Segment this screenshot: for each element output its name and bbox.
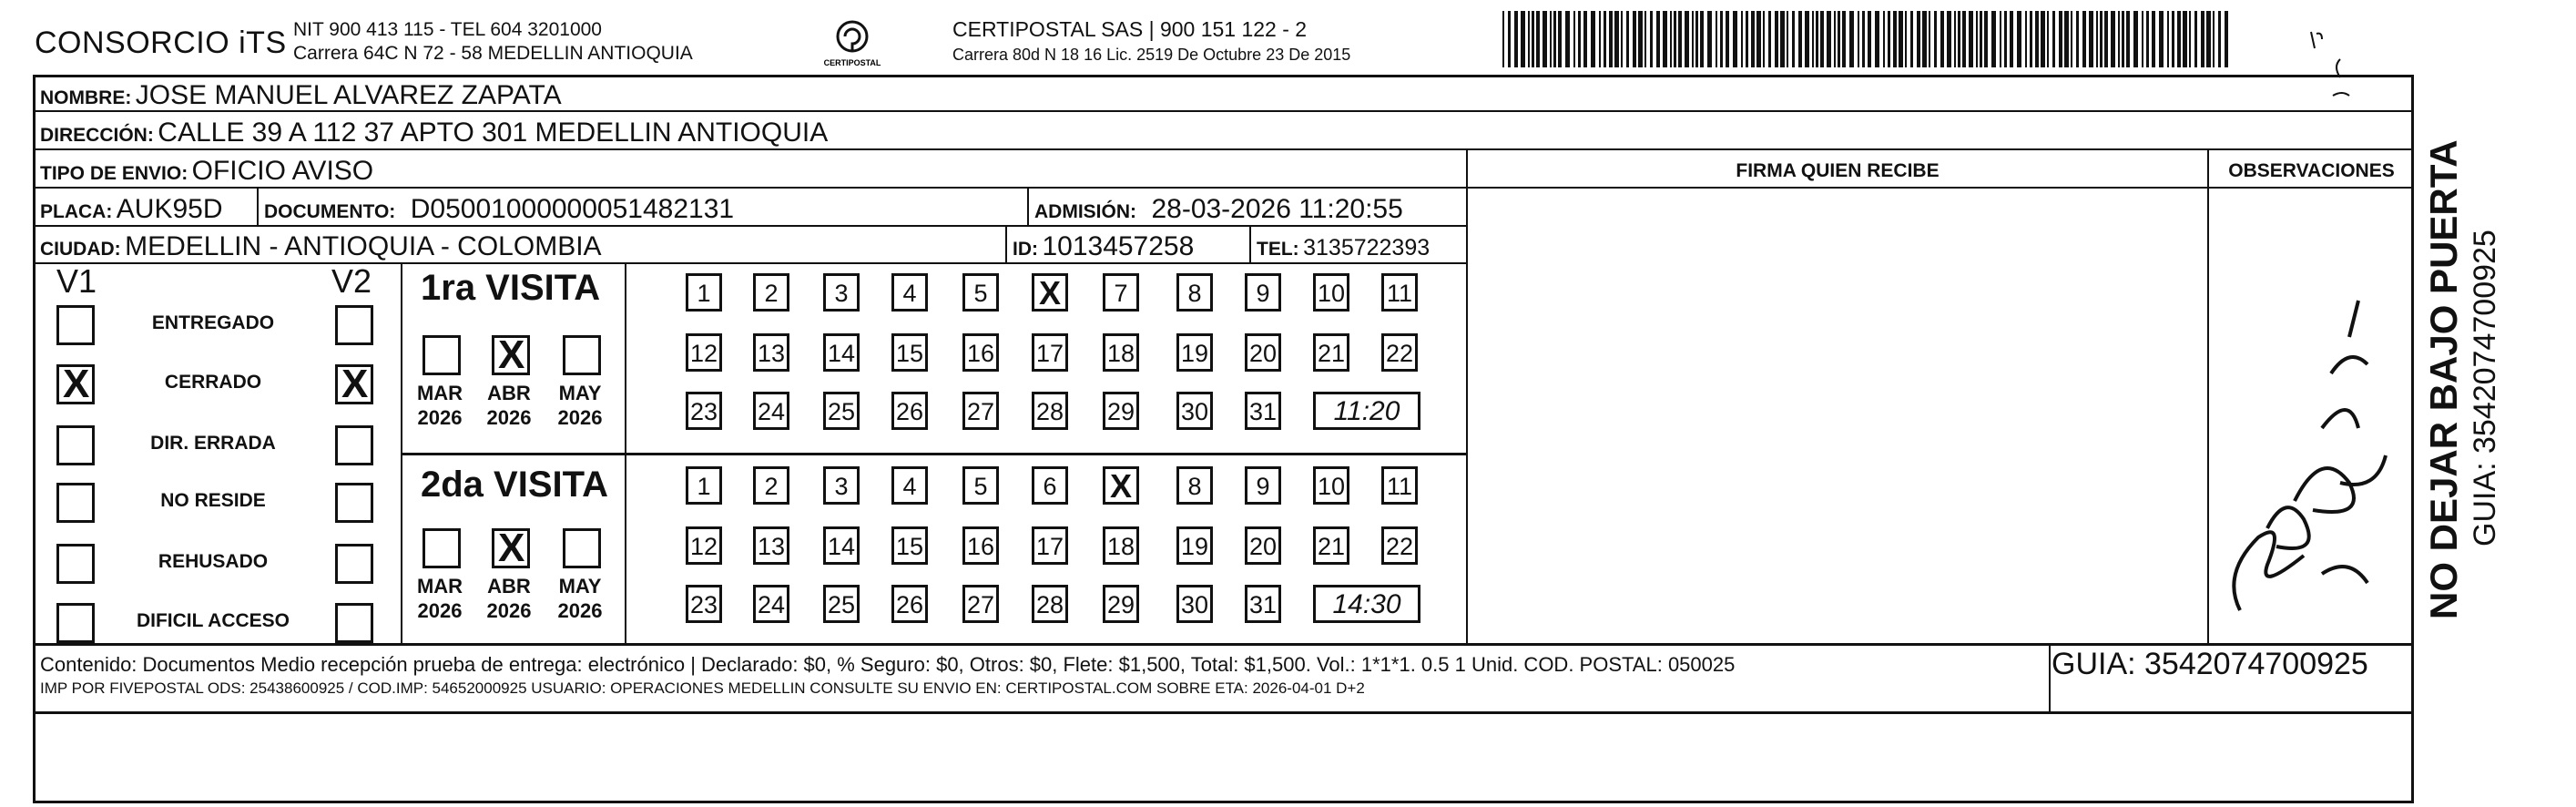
v1-checkbox[interactable] — [56, 425, 95, 465]
barcode-bar — [1858, 11, 1859, 67]
tel-value: 3135722393 — [1303, 235, 1431, 260]
barcode-bar — [1834, 11, 1836, 67]
first-visit-day-box[interactable]: 22 — [1381, 333, 1418, 372]
second-visit-day-box[interactable]: 5 — [962, 466, 999, 505]
barcode-bar — [1692, 11, 1694, 67]
barcode-bar — [1741, 11, 1743, 67]
second-visit-day-box[interactable]: 4 — [891, 466, 928, 505]
first-visit-day-box[interactable]: 7 — [1103, 273, 1139, 312]
barcode-bar — [1532, 11, 1534, 67]
first-visit-day-box[interactable]: 28 — [1032, 392, 1068, 430]
second-visit-day-box[interactable]: 31 — [1245, 585, 1281, 623]
first-visit-day-box[interactable]: 16 — [962, 333, 999, 372]
barcode-bar — [1621, 11, 1623, 67]
first-visit-day-box[interactable]: 27 — [962, 392, 999, 430]
barcode-bar — [1842, 11, 1846, 67]
barcode-bar — [2096, 11, 2098, 67]
barcode-bar — [2172, 11, 2174, 67]
barcode — [1502, 11, 2238, 67]
first-visit-day-box[interactable]: 5 — [962, 273, 999, 312]
col-divider — [2207, 150, 2209, 643]
first-visit-day-box[interactable]: 1 — [686, 273, 722, 312]
barcode-bar — [2159, 11, 2164, 67]
barcode-bar — [1716, 11, 1717, 67]
barcode-bar — [2100, 11, 2103, 67]
barcode-bar — [1644, 11, 1646, 67]
admision-value: 28-03-2026 11:20:55 — [1151, 194, 1403, 224]
courier-address: Carrera 80d N 18 16 Lic. 2519 De Octubre 23 De 2015 — [952, 46, 1351, 64]
direccion-label: DIRECCIÓN: — [40, 125, 154, 146]
first-visit-day-box[interactable]: 3 — [823, 273, 860, 312]
month-label: MAR — [416, 575, 463, 598]
v2-checkbox[interactable] — [335, 425, 373, 465]
second-visit-day-box[interactable]: 18 — [1103, 526, 1139, 565]
x-mark: X — [63, 362, 90, 406]
barcode-bar — [2035, 11, 2039, 67]
barcode-bar — [1787, 11, 1788, 67]
nombre-label: NOMBRE: — [40, 87, 132, 108]
tipo-envio-value: OFICIO AVISO — [191, 156, 374, 186]
barcode-bar — [1656, 11, 1660, 67]
first-visit-day-box[interactable]: 26 — [891, 392, 928, 430]
barcode-bar — [2071, 11, 2072, 67]
barcode-bar — [1991, 11, 1996, 67]
row-divider — [33, 711, 2414, 714]
first-visit-day-box[interactable]: 12 — [686, 333, 722, 372]
second-visit-day-box[interactable]: 12 — [686, 526, 722, 565]
barcode-bar — [1958, 11, 1960, 67]
barcode-bar — [2126, 11, 2130, 67]
barcode-bar — [1798, 11, 1802, 67]
barcode-bar — [2089, 11, 2093, 67]
status-label: NO RESIDE — [160, 490, 266, 511]
month-label: ABR — [487, 382, 531, 404]
barcode-bar — [1650, 11, 1653, 67]
first-visit-day-box[interactable]: 30 — [1176, 392, 1213, 430]
documento-label: DOCUMENTO: — [264, 201, 396, 222]
barcode-bar — [1609, 11, 1613, 67]
first-visit-title: 1ra VISITA — [421, 268, 601, 308]
ciudad-label: CIUDAD: — [40, 239, 121, 260]
barcode-bar — [1720, 11, 1723, 67]
barcode-bar — [2167, 11, 2169, 67]
barcode-bar — [2004, 11, 2007, 67]
second-visit-time-box[interactable]: 14:30 — [1313, 585, 1420, 623]
first-visit-month-label — [408, 381, 472, 430]
v2-checkbox[interactable] — [335, 305, 373, 345]
v1-checkbox[interactable] — [56, 603, 95, 643]
barcode-bar — [2059, 11, 2062, 67]
v2-checkbox[interactable] — [335, 603, 373, 643]
barcode-bar — [2213, 11, 2215, 67]
barcode-bar — [2052, 11, 2055, 67]
second-visit-day-box[interactable]: 3 — [823, 466, 860, 505]
barcode-bar — [1553, 11, 1556, 67]
first-visit-month-checkbox[interactable] — [423, 335, 461, 375]
second-visit-day-box[interactable]: 9 — [1245, 466, 1281, 505]
second-visit-day-box[interactable]: 11 — [1381, 466, 1418, 505]
second-visit-month-checkbox[interactable] — [563, 528, 601, 568]
barcode-bar — [2194, 11, 2197, 67]
barcode-bar — [2000, 11, 2001, 67]
nombre-value: JOSE MANUEL ALVAREZ ZAPATA — [135, 80, 562, 110]
barcode-bar — [1969, 11, 1973, 67]
placa-label: PLACA: — [40, 201, 113, 222]
month-label: ABR — [487, 575, 531, 598]
barcode-bar — [2142, 11, 2143, 67]
second-visit-day-box[interactable]: 30 — [1176, 585, 1213, 623]
second-visit-day-box[interactable]: 27 — [962, 585, 999, 623]
barcode-bar — [1883, 11, 1885, 67]
barcode-bar — [2201, 11, 2204, 67]
second-visit-day-box[interactable]: 24 — [753, 585, 789, 623]
barcode-bar — [1862, 11, 1865, 67]
barcode-bar — [1827, 11, 1831, 67]
v1-checkbox[interactable] — [56, 364, 95, 404]
barcode-bar — [1685, 11, 1689, 67]
barcode-bar — [1780, 11, 1785, 67]
barcode-bar — [1954, 11, 1956, 67]
barcode-bar — [1514, 11, 1518, 67]
barcode-bar — [1599, 11, 1601, 67]
v1-label: V1 — [56, 262, 97, 300]
barcode-bar — [1980, 11, 1982, 67]
barcode-bar — [1528, 11, 1530, 67]
barcode-bar — [2177, 11, 2181, 67]
barcode-bar — [2118, 11, 2120, 67]
barcode-bar — [1899, 11, 1903, 67]
second-visit-day-box[interactable]: 13 — [753, 526, 789, 565]
barcode-bar — [1578, 11, 1581, 67]
second-visit-month-checkbox[interactable] — [423, 528, 461, 568]
barcode-bar — [1558, 11, 1562, 67]
barcode-bar — [1502, 11, 1504, 67]
second-visit-month-label — [477, 574, 541, 623]
v1-checkbox[interactable] — [56, 305, 95, 345]
barcode-bar — [2010, 11, 2013, 67]
second-visit-day-box[interactable]: 10 — [1313, 466, 1349, 505]
barcode-bar — [2047, 11, 2049, 67]
barcode-bar — [1756, 11, 1761, 67]
month-label: MAR — [416, 382, 463, 404]
first-visit-month-label — [477, 381, 541, 430]
first-visit-time-box[interactable]: 11:20 — [1313, 392, 1420, 430]
company-address: Carrera 64C N 72 - 58 MEDELLIN ANTIOQUIA — [293, 43, 693, 64]
second-visit-title: 2da VISITA — [421, 465, 608, 505]
second-visit-day-box[interactable]: 25 — [823, 585, 860, 623]
barcode-bar — [1812, 11, 1814, 67]
first-visit-day-box[interactable]: X — [1032, 273, 1068, 312]
barcode-bar — [1565, 11, 1570, 67]
status-label: DIFICIL ACCESO — [136, 610, 290, 631]
barcode-bar — [2122, 11, 2124, 67]
barcode-bar — [2030, 11, 2032, 67]
second-visit-day-box[interactable]: 6 — [1032, 466, 1068, 505]
barcode-bar — [1583, 11, 1587, 67]
barcode-bar — [1984, 11, 1988, 67]
first-visit-month-checkbox[interactable] — [492, 332, 530, 377]
second-visit-day-box[interactable]: 23 — [686, 585, 722, 623]
placa-value: AUK95D — [116, 194, 223, 224]
barcode-bar — [1940, 11, 1944, 67]
second-visit-month-checkbox[interactable] — [492, 528, 530, 568]
barcode-bar — [2146, 11, 2149, 67]
year-label: 2026 — [486, 406, 532, 429]
barcode-bar — [1695, 11, 1698, 67]
second-visit-day-box[interactable]: 14 — [823, 526, 860, 565]
v2-checkbox[interactable] — [335, 483, 373, 523]
second-visit-day-box[interactable]: 17 — [1032, 526, 1068, 565]
first-visit-day-box[interactable]: 10 — [1313, 273, 1349, 312]
barcode-bar — [1805, 11, 1809, 67]
first-visit-day-box[interactable]: 4 — [891, 273, 928, 312]
impresion-line: IMP POR FIVEPOSTAL ODS: 25438600925 / COD.IMP: 54652000925 USUARIO: OPERACIONES MEDELLIN CONSULTE SU ENVIO EN: CERTIPOSTAL.COM SOBRE ETA: 2026-04-01 D+2 — [40, 679, 1365, 697]
second-visit-day-box[interactable]: 15 — [891, 526, 928, 565]
barcode-bar — [1976, 11, 1978, 67]
barcode-bar — [1663, 11, 1667, 67]
v1-checkbox[interactable] — [56, 544, 95, 584]
barcode-bar — [2218, 11, 2221, 67]
documento-value: D05001000000051482131 — [410, 194, 735, 224]
tel-label: TEL: — [1257, 239, 1299, 260]
second-visit-day-box[interactable]: 26 — [891, 585, 928, 623]
barcode-bar — [2082, 11, 2086, 67]
first-visit-month-checkbox[interactable] — [563, 335, 601, 375]
barcode-bar — [1868, 11, 1871, 67]
first-visit-day-box[interactable]: 24 — [753, 392, 789, 430]
second-visit-month-label — [408, 574, 472, 623]
v1-checkbox[interactable] — [56, 483, 95, 523]
barcode-bar — [1962, 11, 1966, 67]
observaciones-header: OBSERVACIONES — [2228, 160, 2395, 181]
status-label: CERRADO — [164, 372, 262, 393]
barcode-bar — [1508, 11, 1511, 67]
second-visit-day-box[interactable]: 2 — [753, 466, 789, 505]
year-label: 2026 — [417, 599, 463, 622]
barcode-bar — [2189, 11, 2191, 67]
barcode-bar — [1816, 11, 1818, 67]
barcode-bar — [2076, 11, 2079, 67]
second-visit-day-box[interactable]: 1 — [686, 466, 722, 505]
status-label: ENTREGADO — [151, 312, 275, 333]
barcode-bar — [1678, 11, 1682, 67]
barcode-bar — [1893, 11, 1897, 67]
first-visit-day-box[interactable]: 20 — [1245, 333, 1281, 372]
barcode-bar — [1670, 11, 1672, 67]
month-label: MAY — [558, 575, 602, 598]
barcode-bar — [1707, 11, 1712, 67]
barcode-bar — [1536, 11, 1540, 67]
barcode-bar — [1934, 11, 1937, 67]
second-visit-day-box[interactable]: 16 — [962, 526, 999, 565]
row-divider — [33, 148, 2414, 150]
barcode-bar — [2111, 11, 2115, 67]
barcode-bar — [2064, 11, 2069, 67]
barcode-bar — [1543, 11, 1547, 67]
firma-header: FIRMA QUIEN RECIBE — [1736, 160, 1940, 181]
first-visit-day-box[interactable]: 13 — [753, 333, 789, 372]
v2-checkbox[interactable] — [335, 544, 373, 584]
barcode-bar — [2041, 11, 2045, 67]
year-label: 2026 — [557, 599, 603, 622]
barcode-bar — [1917, 11, 1920, 67]
barcode-bar — [1573, 11, 1575, 67]
second-visit-day-box[interactable]: 29 — [1103, 585, 1139, 623]
second-visit-day-box[interactable]: 21 — [1313, 526, 1349, 565]
barcode-bar — [1633, 11, 1636, 67]
admision-label: ADMISIÓN: — [1034, 201, 1136, 222]
company-name: CONSORCIO iTS — [35, 26, 287, 60]
barcode-bar — [1875, 11, 1879, 67]
x-mark: X — [498, 526, 525, 570]
second-visit-day-box[interactable]: 22 — [1381, 526, 1418, 565]
first-visit-day-box[interactable]: 23 — [686, 392, 722, 430]
first-visit-day-box[interactable]: 11 — [1381, 273, 1418, 312]
second-visit-month-label — [548, 574, 612, 623]
first-visit-day-box[interactable]: 19 — [1176, 333, 1213, 372]
v2-label: V2 — [331, 262, 372, 300]
year-label: 2026 — [417, 406, 463, 429]
first-visit-day-box[interactable]: 8 — [1176, 273, 1213, 312]
col-divider — [1466, 150, 1468, 643]
barcode-bar — [1726, 11, 1729, 67]
barcode-bar — [2225, 11, 2228, 67]
barcode-bar — [1614, 11, 1619, 67]
barcode-bar — [1746, 11, 1748, 67]
courier-name: CERTIPOSTAL SAS | 900 151 122 - 2 — [952, 17, 1308, 41]
barcode-bar — [2206, 11, 2211, 67]
second-visit-day-box[interactable]: 28 — [1032, 585, 1068, 623]
first-visit-day-box[interactable]: 2 — [753, 273, 789, 312]
barcode-bar — [2133, 11, 2138, 67]
year-label: 2026 — [557, 406, 603, 429]
barcode-bar — [1849, 11, 1854, 67]
barcode-bar — [1947, 11, 1951, 67]
barcode-bar — [1638, 11, 1643, 67]
first-visit-day-box[interactable]: 31 — [1245, 392, 1281, 430]
first-visit-day-box[interactable]: 15 — [891, 333, 928, 372]
id-label: ID: — [1013, 239, 1038, 260]
barcode-bar — [1700, 11, 1704, 67]
logo-text: CERTIPOSTAL — [823, 58, 881, 67]
barcode-bar — [1792, 11, 1795, 67]
side-warning: NO DEJAR BAJO PUERTA — [2422, 139, 2465, 619]
side-guia: GUIA: 3542074700925 — [2468, 230, 2502, 547]
barcode-bar — [1521, 11, 1525, 67]
barcode-bar — [1768, 11, 1771, 67]
barcode-bar — [1929, 11, 1930, 67]
status-label: DIR. ERRADA — [150, 433, 276, 454]
second-visit-day-box[interactable]: 8 — [1176, 466, 1213, 505]
first-visit-day-box[interactable]: 14 — [823, 333, 860, 372]
first-visit-month-label — [548, 381, 612, 430]
barcode-bar — [1838, 11, 1840, 67]
barcode-bar — [1604, 11, 1606, 67]
barcode-bar — [2183, 11, 2187, 67]
guia-number: GUIA: 3542074700925 — [2052, 647, 2368, 681]
barcode-bar — [1888, 11, 1890, 67]
barcode-bar — [2025, 11, 2027, 67]
barcode-bar — [2152, 11, 2155, 67]
barcode-bar — [1922, 11, 1927, 67]
tipo-envio-label: TIPO DE ENVIO: — [40, 163, 188, 184]
contenido-line: Contenido: Documentos Medio recepción prueba de entrega: electrónico | Declarado: $0, % Seguro: $0, Otros: $0, Flete: $1,500, Total: $1,500. Vol.: 1*1*1. 0.5 1 Unid. COD. POSTAL: 050025 — [40, 653, 1736, 676]
year-label: 2026 — [486, 599, 532, 622]
barcode-bar — [1763, 11, 1765, 67]
barcode-bar — [1591, 11, 1595, 67]
barcode-bar — [1820, 11, 1824, 67]
signature — [2213, 228, 2408, 642]
barcode-bar — [1733, 11, 1737, 67]
barcode-bar — [2104, 11, 2108, 67]
barcode-bar — [1775, 11, 1778, 67]
barcode-bar — [1905, 11, 1907, 67]
first-visit-day-box[interactable]: 17 — [1032, 333, 1068, 372]
first-visit-day-box[interactable]: 9 — [1245, 273, 1281, 312]
direccion-value: CALLE 39 A 112 37 APTO 301 MEDELLIN ANTIOQUIA — [158, 117, 829, 148]
first-visit-day-box[interactable]: 25 — [823, 392, 860, 430]
first-visit-day-box[interactable]: 29 — [1103, 392, 1139, 430]
barcode-bar — [2017, 11, 2021, 67]
company-nit: NIT 900 413 115 - TEL 604 3201000 — [293, 19, 602, 40]
barcode-bar — [1550, 11, 1552, 67]
id-value: 1013457258 — [1042, 231, 1195, 261]
v2-checkbox[interactable] — [335, 364, 373, 404]
barcode-bar — [1674, 11, 1676, 67]
status-label: REHUSADO — [158, 551, 269, 572]
barcode-bar — [1626, 11, 1629, 67]
first-visit-day-box[interactable]: 18 — [1103, 333, 1139, 372]
first-visit-day-box[interactable]: 21 — [1313, 333, 1349, 372]
courier-logo — [820, 18, 885, 69]
barcode-bar — [1751, 11, 1755, 67]
x-mark: X — [341, 362, 369, 406]
row-divider — [33, 643, 2414, 646]
second-visit-day-box[interactable]: 19 — [1176, 526, 1213, 565]
month-label: MAY — [558, 382, 602, 404]
second-visit-day-box[interactable]: X — [1103, 466, 1139, 505]
ciudad-value: MEDELLIN - ANTIOQUIA - COLOMBIA — [125, 231, 602, 261]
x-mark: X — [498, 332, 525, 377]
second-visit-day-box[interactable]: 20 — [1245, 526, 1281, 565]
barcode-bar — [1910, 11, 1913, 67]
